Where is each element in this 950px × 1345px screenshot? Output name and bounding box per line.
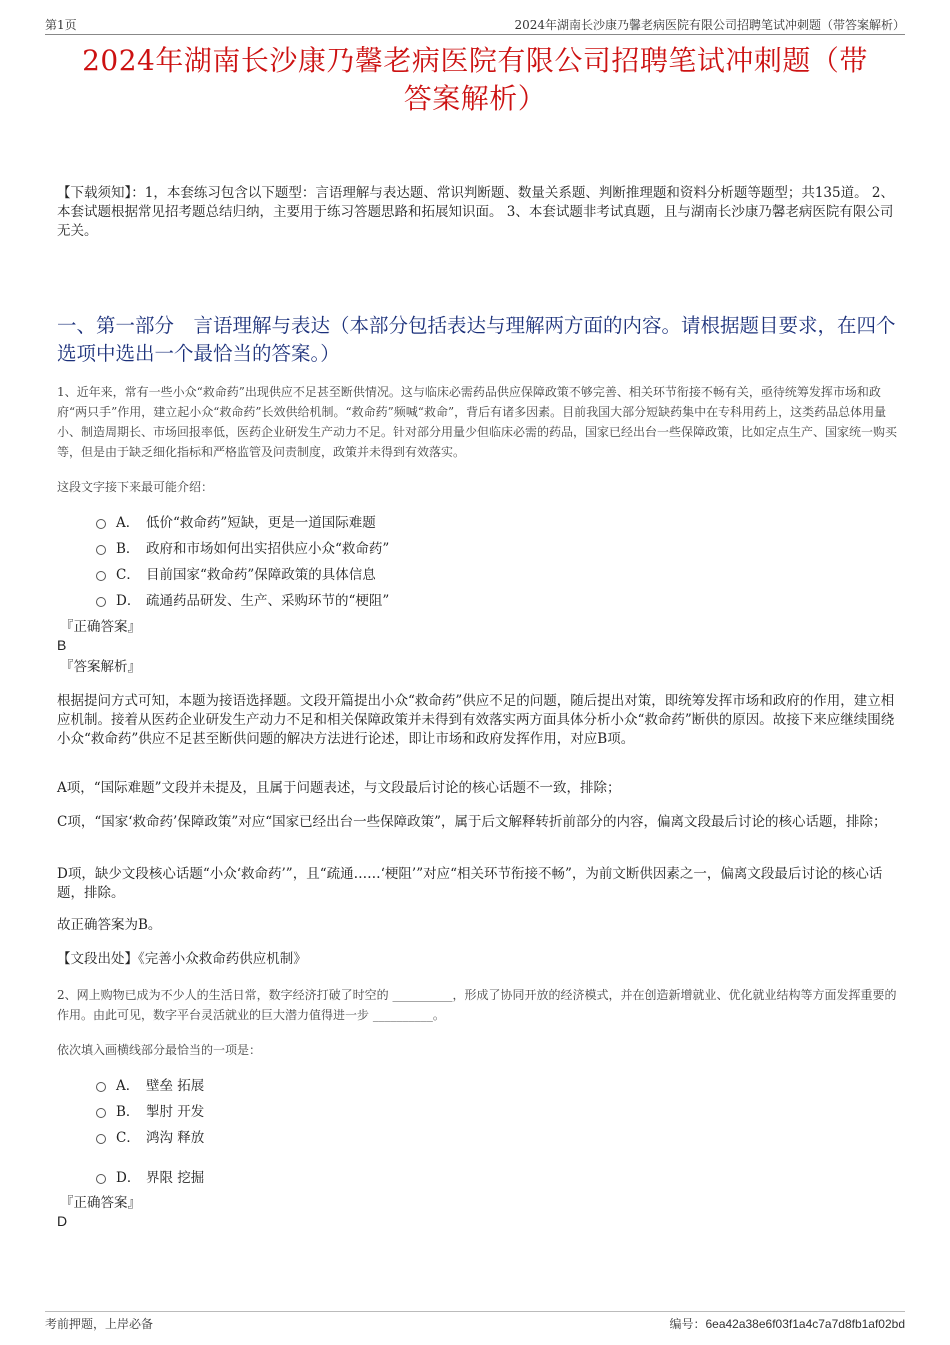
page-number: 第1页 [45,18,77,32]
question-2-options [96,1071,596,1189]
radio-icon[interactable] [96,519,106,529]
option-text: 目前国家“救命药”保障政策的具体信息 [146,567,376,583]
question-1-analysis-paragraph: C项，“国家‘救命药’保障政策”对应“国家已经出台一些保障政策”，属于后文解释转折前部分的内容，偏离文段最后讨论的核心话题，排除； [57,814,887,830]
footer-code-label: 编号： [669,1317,706,1331]
radio-icon[interactable] [96,1082,106,1092]
question-1-analysis-paragraph: 根据提问方式可知，本题为接语选择题。文段开篇提出小众“救命药”供应不足的问题，随后提出对策，即统筹发挥市场和政府的作用，建立相应机制。接着从医药企业研发生产动力不足和相关保障政策并未得到有效落实两方面具体分析小众“救命药”断供的原因。故接下来应继续围绕小众“救命药”供应不足甚至断供问题的解决方法进行论述，即让市场和政府发挥作用，对应B项。 [57,693,895,747]
radio-icon[interactable] [96,1174,106,1184]
option-letter: A． [116,1078,140,1094]
option-text: 壁垒 拓展 [146,1078,205,1094]
option-text: 界限 挖掘 [146,1170,205,1186]
radio-icon[interactable] [96,571,106,581]
document-title [40,42,910,118]
question-1-correct-answer: B [57,637,67,653]
download-notice: 【下载须知】：1，本套练习包含以下题型：言语理解与表达题、常识判断题、数量关系题、判断推理题和资料分析题等题型；共135道。 2、本套试题根据常见招考题总结归纳，主要用于练习答题思路和拓展知识面。 3、本套试题非考试真题，且与湖南长沙康乃馨老病医院有限公司无关。 [57,185,894,239]
radio-icon[interactable] [96,1108,106,1118]
option-letter: D． [116,1170,141,1186]
question-1-option-d[interactable] [96,586,596,612]
document-title-line-2: 答案解析） [403,82,547,115]
question-1-option-c[interactable] [96,560,596,586]
question-2-correct-label: 『正确答案』 [60,1195,141,1211]
question-1-analysis-paragraph: 故正确答案为B。 [57,917,162,933]
question-1-analysis-label: 『答案解析』 [60,659,141,675]
question-1-options [96,508,596,612]
option-text: 政府和市场如何出实招供应小众“救命药” [146,541,390,557]
question-2-stem: 2、网上购物已成为不少人的生活日常，数字经济打破了时空的 __________，形成了协同开放的经济模式，并在创造新增就业、优化就业结构等方面发挥重要的作用。由此可见，数字平台灵活就业的巨大潜力值得进一步 __________。 [57,988,897,1022]
page-footer [45,1311,905,1336]
question-1-option-a[interactable] [96,508,596,534]
document-title-line-1: 2024年湖南长沙康乃馨老病医院有限公司招聘笔试冲刺题（带 [82,44,868,77]
option-letter: A． [116,515,140,531]
option-letter: C． [116,567,140,583]
option-text: 掣肘 开发 [146,1104,205,1120]
footer-code [669,1315,905,1332]
question-2-option-c[interactable] [96,1123,596,1149]
option-letter: B． [116,541,140,557]
question-1-correct-label: 『正确答案』 [60,619,141,635]
option-text: 低价“救命药”短缺，更是一道国际难题 [146,515,376,531]
question-1-source: 【文段出处】《完善小众救命药供应机制》 [57,951,307,967]
option-letter: B． [116,1104,140,1120]
footer-slogan: 考前押题，上岸必备 [45,1317,154,1331]
question-1-stem: 1、近年来，常有一些小众“救命药”出现供应不足甚至断供情况。这与临床必需药品供应保障政策不够完善、相关环节衔接不畅有关，亟待统筹发挥市场和政府“两只手”作用，建立起小众“救命药”长效供给机制。“救命药”频喊“救命”，背后有诸多因素。目前我国大部分短缺药集中在专科用药上，这类药品总体用量小、制造周期长、市场回报率低，医药企业研发生产动力不足。针对部分用量少但临床必需的药品，国家已经出台一些保障政策，比如定点生产、国家统一购买等，但是由于缺乏细化指标和严格监管及问责制度，政策并未得到有效落实。 [57,385,898,459]
question-2-prompt: 依次填入画横线部分最恰当的一项是： [57,1043,262,1057]
footer-code-value: 6ea42a38e6f03f1a4c7a7d8fb1af02bd [705,1317,905,1331]
radio-icon[interactable] [96,545,106,555]
option-letter: D． [116,593,141,609]
radio-icon[interactable] [96,1134,106,1144]
question-1-prompt: 这段文字接下来最可能介绍： [57,480,214,494]
question-1-analysis-paragraph: A项，“国际难题”文段并未提及，且属于问题表述，与文段最后讨论的核心话题不一致，排除； [57,780,621,796]
question-2-option-b[interactable] [96,1097,596,1123]
header-doc-name: 2024年湖南长沙康乃馨老病医院有限公司招聘笔试冲刺题（带答案解析） [514,18,905,32]
question-1-option-b[interactable] [96,534,596,560]
radio-icon[interactable] [96,597,106,607]
option-text: 鸿沟 释放 [146,1130,205,1146]
question-2-option-d[interactable] [96,1163,596,1189]
question-2-correct-answer: D [57,1213,68,1229]
option-text: 疏通药品研发、生产、采购环节的“梗阻” [146,593,390,609]
question-1-analysis-paragraph: D项，缺少文段核心话题“小众‘救命药’”，且“疏通……‘梗阻’”对应“相关环节衔接不畅”，为前文断供因素之一，偏离文段最后讨论的核心话题，排除。 [57,866,883,901]
option-letter: C． [116,1130,140,1146]
section-title: 一、第一部分 言语理解与表达（本部分包括表达与理解两方面的内容。请根据题目要求，在四个选项中选出一个最恰当的答案。） [57,314,896,365]
page-header [45,14,905,35]
question-2-option-a[interactable] [96,1071,596,1097]
